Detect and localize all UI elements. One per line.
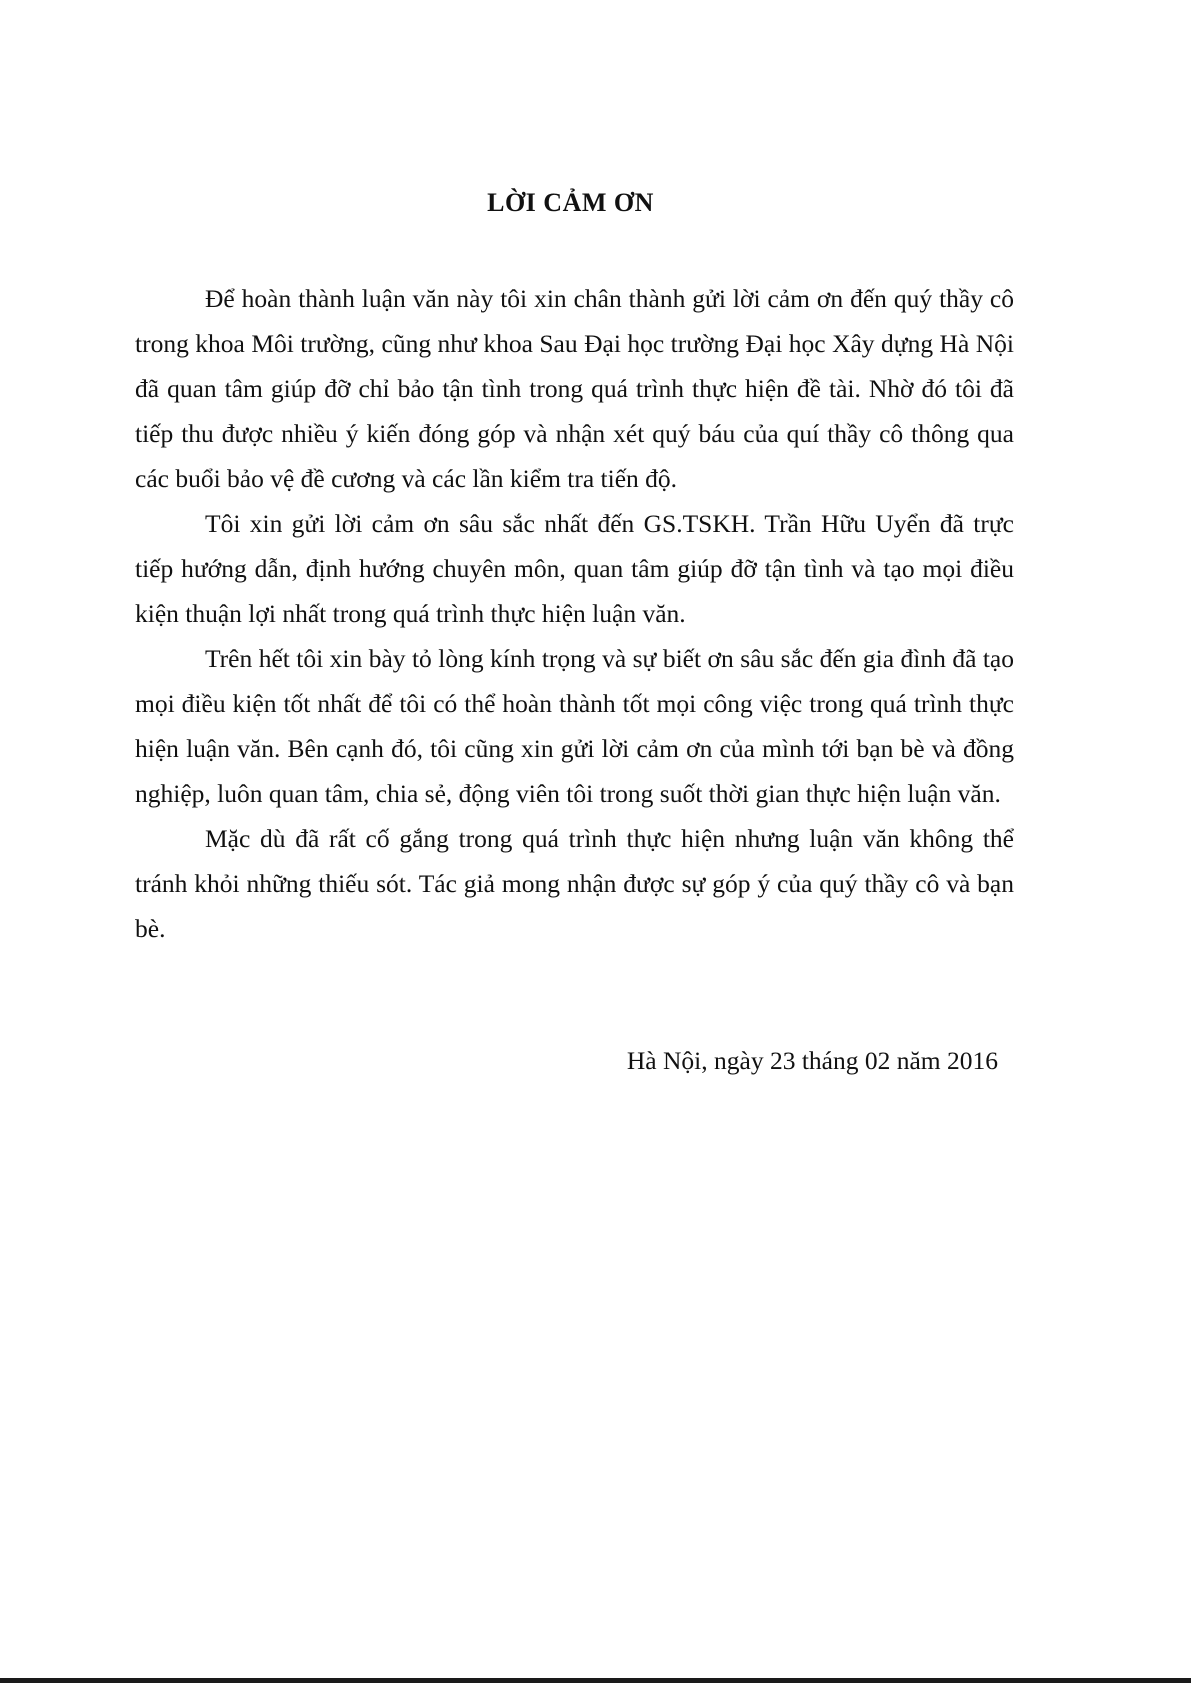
paragraph-3: Trên hết tôi xin bày tỏ lòng kính trọng và sự biết ơn sâu sắc đến gia đình đã tạo mọi điều kiện tốt nhất để tôi có thể hoàn thành tốt mọi công việc trong quá trình thực hiện luận văn. Bên cạnh đó, tôi cũng xin gửi lời cảm ơn của mình tới bạn bè và đồng nghiệp, luôn quan tâm, chia sẻ, động viên tôi trong suốt thời gian thực hiện luận văn. — [135, 644, 1014, 808]
page-title: LỜI CẢM ƠN — [487, 188, 654, 217]
paragraph-2: Tôi xin gửi lời cảm ơn sâu sắc nhất đến GS.TSKH. Trần Hữu Uyển đã trực tiếp hướng dẫn, định hướng chuyên môn, quan tâm giúp đỡ tận tình và tạo mọi điều kiện thuận lợi nhất trong quá trình thực hiện luận văn. — [135, 509, 1014, 628]
paragraph-4: Mặc dù đã rất cố gắng trong quá trình thực hiện nhưng luận văn không thể tránh khỏi những thiếu sót. Tác giả mong nhận được sự góp ý của quý thầy cô và bạn bè. — [135, 824, 1014, 943]
page-bottom-rule — [0, 1678, 1191, 1683]
date-line: Hà Nội, ngày 23 tháng 02 năm 2016 — [626, 1046, 998, 1075]
paragraph-1: Để hoàn thành luận văn này tôi xin chân thành gửi lời cảm ơn đến quý thầy cô trong khoa Môi trường, cũng như khoa Sau Đại học trường Đại học Xây dựng Hà Nội đã quan tâm giúp đỡ chỉ bảo tận tình trong quá trình thực hiện đề tài. Nhờ đó tôi đã tiếp thu được nhiều ý kiến đóng góp và nhận xét quý báu của quí thầy cô thông qua các buổi bảo vệ đề cương và các lần kiểm tra tiến độ. — [135, 284, 1014, 493]
acknowledgement-body — [135, 276, 1014, 951]
